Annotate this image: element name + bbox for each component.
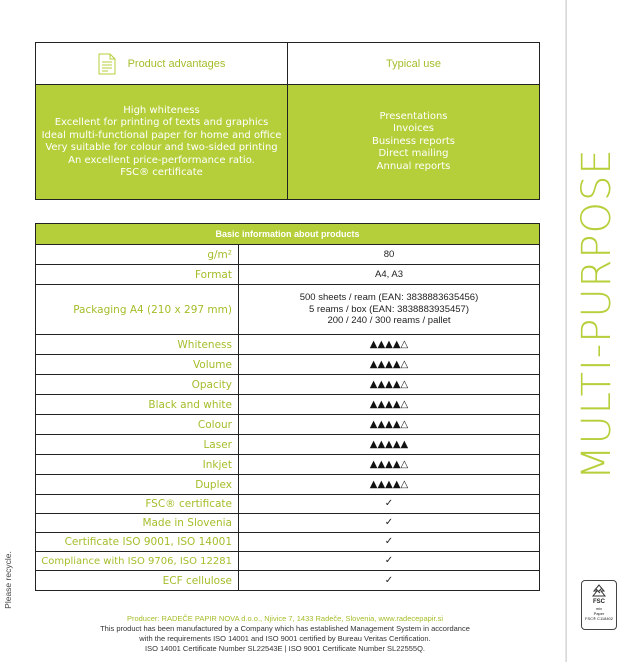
triangle-rating-icon: ▲▲▲▲△ (369, 378, 409, 390)
check-value (239, 552, 539, 570)
rating-value (239, 375, 539, 394)
check-value (239, 495, 539, 513)
advantages-column (36, 43, 287, 199)
list-item: Business reports (371, 135, 456, 147)
row-label: Format (36, 265, 239, 284)
table-row (36, 355, 539, 375)
row-label: Packaging A4 (210 x 297 mm) (36, 285, 239, 334)
checkmark-icon: ✓ (384, 517, 394, 529)
table-row (36, 245, 539, 265)
row-label: Colour (36, 415, 239, 434)
row-label: Certificate ISO 9001, ISO 14001 (36, 533, 239, 551)
footer-line: ISO 14001 Certificate Number SL22543E | ISO 9001 Certificate Number SL22555Q. (144, 644, 426, 653)
rating-value (239, 355, 539, 374)
row-label: Made in Slovenia (36, 514, 239, 532)
triangle-rating-icon: ▲▲▲▲△ (369, 418, 409, 430)
typical-use-title: Typical use (385, 57, 442, 70)
typical-use-list (288, 85, 539, 199)
checkmark-icon: ✓ (384, 574, 394, 586)
table-row (36, 514, 539, 533)
rating-value (239, 455, 539, 474)
check-value (239, 533, 539, 551)
list-item: High whiteness (123, 104, 200, 116)
row-label: Duplex (36, 475, 239, 494)
fsc-tree-icon (591, 584, 607, 598)
list-item: Ideal multi-functional paper for home and office (41, 129, 282, 141)
product-info-table (35, 223, 540, 591)
footer-line: This product has been manufactured by a Company which has established Management System in accordance (100, 624, 470, 633)
triangle-rating-icon: ▲▲▲▲△ (369, 458, 409, 470)
list-item: Direct mailing (378, 148, 449, 160)
table-row (36, 571, 539, 590)
triangle-rating-icon: ▲▲▲▲△ (369, 398, 409, 410)
table-row (36, 533, 539, 552)
rating-value (239, 435, 539, 454)
triangle-rating-icon: ▲▲▲▲△ (369, 478, 409, 490)
fsc-logo: FSC mix Paper FSC® C118402 (581, 580, 617, 630)
checkmark-icon: ✓ (384, 498, 394, 510)
row-label: ECF cellulose (36, 571, 239, 590)
advantages-list (36, 85, 287, 199)
list-item: Annual reports (376, 160, 451, 172)
row-label: Inkjet (36, 455, 239, 474)
list-item: FSC® certificate (120, 167, 203, 178)
rating-value (239, 415, 539, 434)
table-row (36, 335, 539, 355)
table-row (36, 375, 539, 395)
triangle-rating-icon: ▲▲▲▲△ (369, 338, 409, 350)
table-row (36, 475, 539, 495)
list-item: Presentations (379, 110, 448, 122)
row-label: Compliance with ISO 9706, ISO 12281 (36, 552, 239, 570)
table-header: Basic information about products (36, 224, 539, 245)
row-label: Opacity (36, 375, 239, 394)
row-label: Laser (36, 435, 239, 454)
table-row (36, 395, 539, 415)
row-label: Whiteness (36, 335, 239, 354)
list-item: An excellent price-performance ratio. (68, 154, 255, 166)
checkmark-icon: ✓ (384, 555, 394, 567)
footer-line: with the requirements ISO 14001 and ISO 9001 certified by Bureau Veritas Certification. (139, 634, 431, 643)
rating-value (239, 335, 539, 354)
table-row (36, 495, 539, 514)
typical-use-column (287, 43, 539, 199)
list-item: Very suitable for colour and two-sided printing (45, 142, 278, 153)
advantages-header (36, 43, 287, 85)
table-row (36, 435, 539, 455)
triangle-rating-icon: ▲▲▲▲▲ (369, 438, 409, 450)
row-label: FSC® certificate (36, 495, 239, 513)
rating-value (239, 395, 539, 414)
list-item: Invoices (393, 123, 434, 135)
table-row (36, 265, 539, 285)
producer-line: Producer: RADEČE PAPIR NOVA d.o.o., Njivice 7, 1433 Radeče, Slovenia, www.radecepapir.si (126, 614, 444, 623)
checkmark-icon: ✓ (384, 536, 394, 548)
table-row (36, 415, 539, 435)
row-value: 80 (383, 248, 395, 260)
advantages-title: Product advantages (127, 57, 226, 70)
footer (50, 613, 520, 654)
table-row (36, 285, 539, 335)
list-item: Excellent for printing of texts and graphics (54, 117, 269, 128)
typical-use-header (288, 43, 539, 85)
row-value: 500 sheets / ream (EAN: 3838883635456) 5 reams / box (EAN: 3838883935457) 200 / 240 / 300 reams / pallet (299, 292, 479, 327)
document-icon (98, 53, 116, 75)
check-value (239, 514, 539, 532)
table-row (36, 455, 539, 475)
row-label: Volume (36, 355, 239, 374)
row-label: g/m² (36, 245, 239, 264)
row-label: Black and white (36, 395, 239, 414)
table-row (36, 552, 539, 571)
rating-value (239, 475, 539, 494)
product-summary-box (35, 42, 540, 200)
triangle-rating-icon: ▲▲▲▲△ (369, 358, 409, 370)
row-value: A4, A3 (375, 268, 403, 280)
check-value (239, 571, 539, 590)
